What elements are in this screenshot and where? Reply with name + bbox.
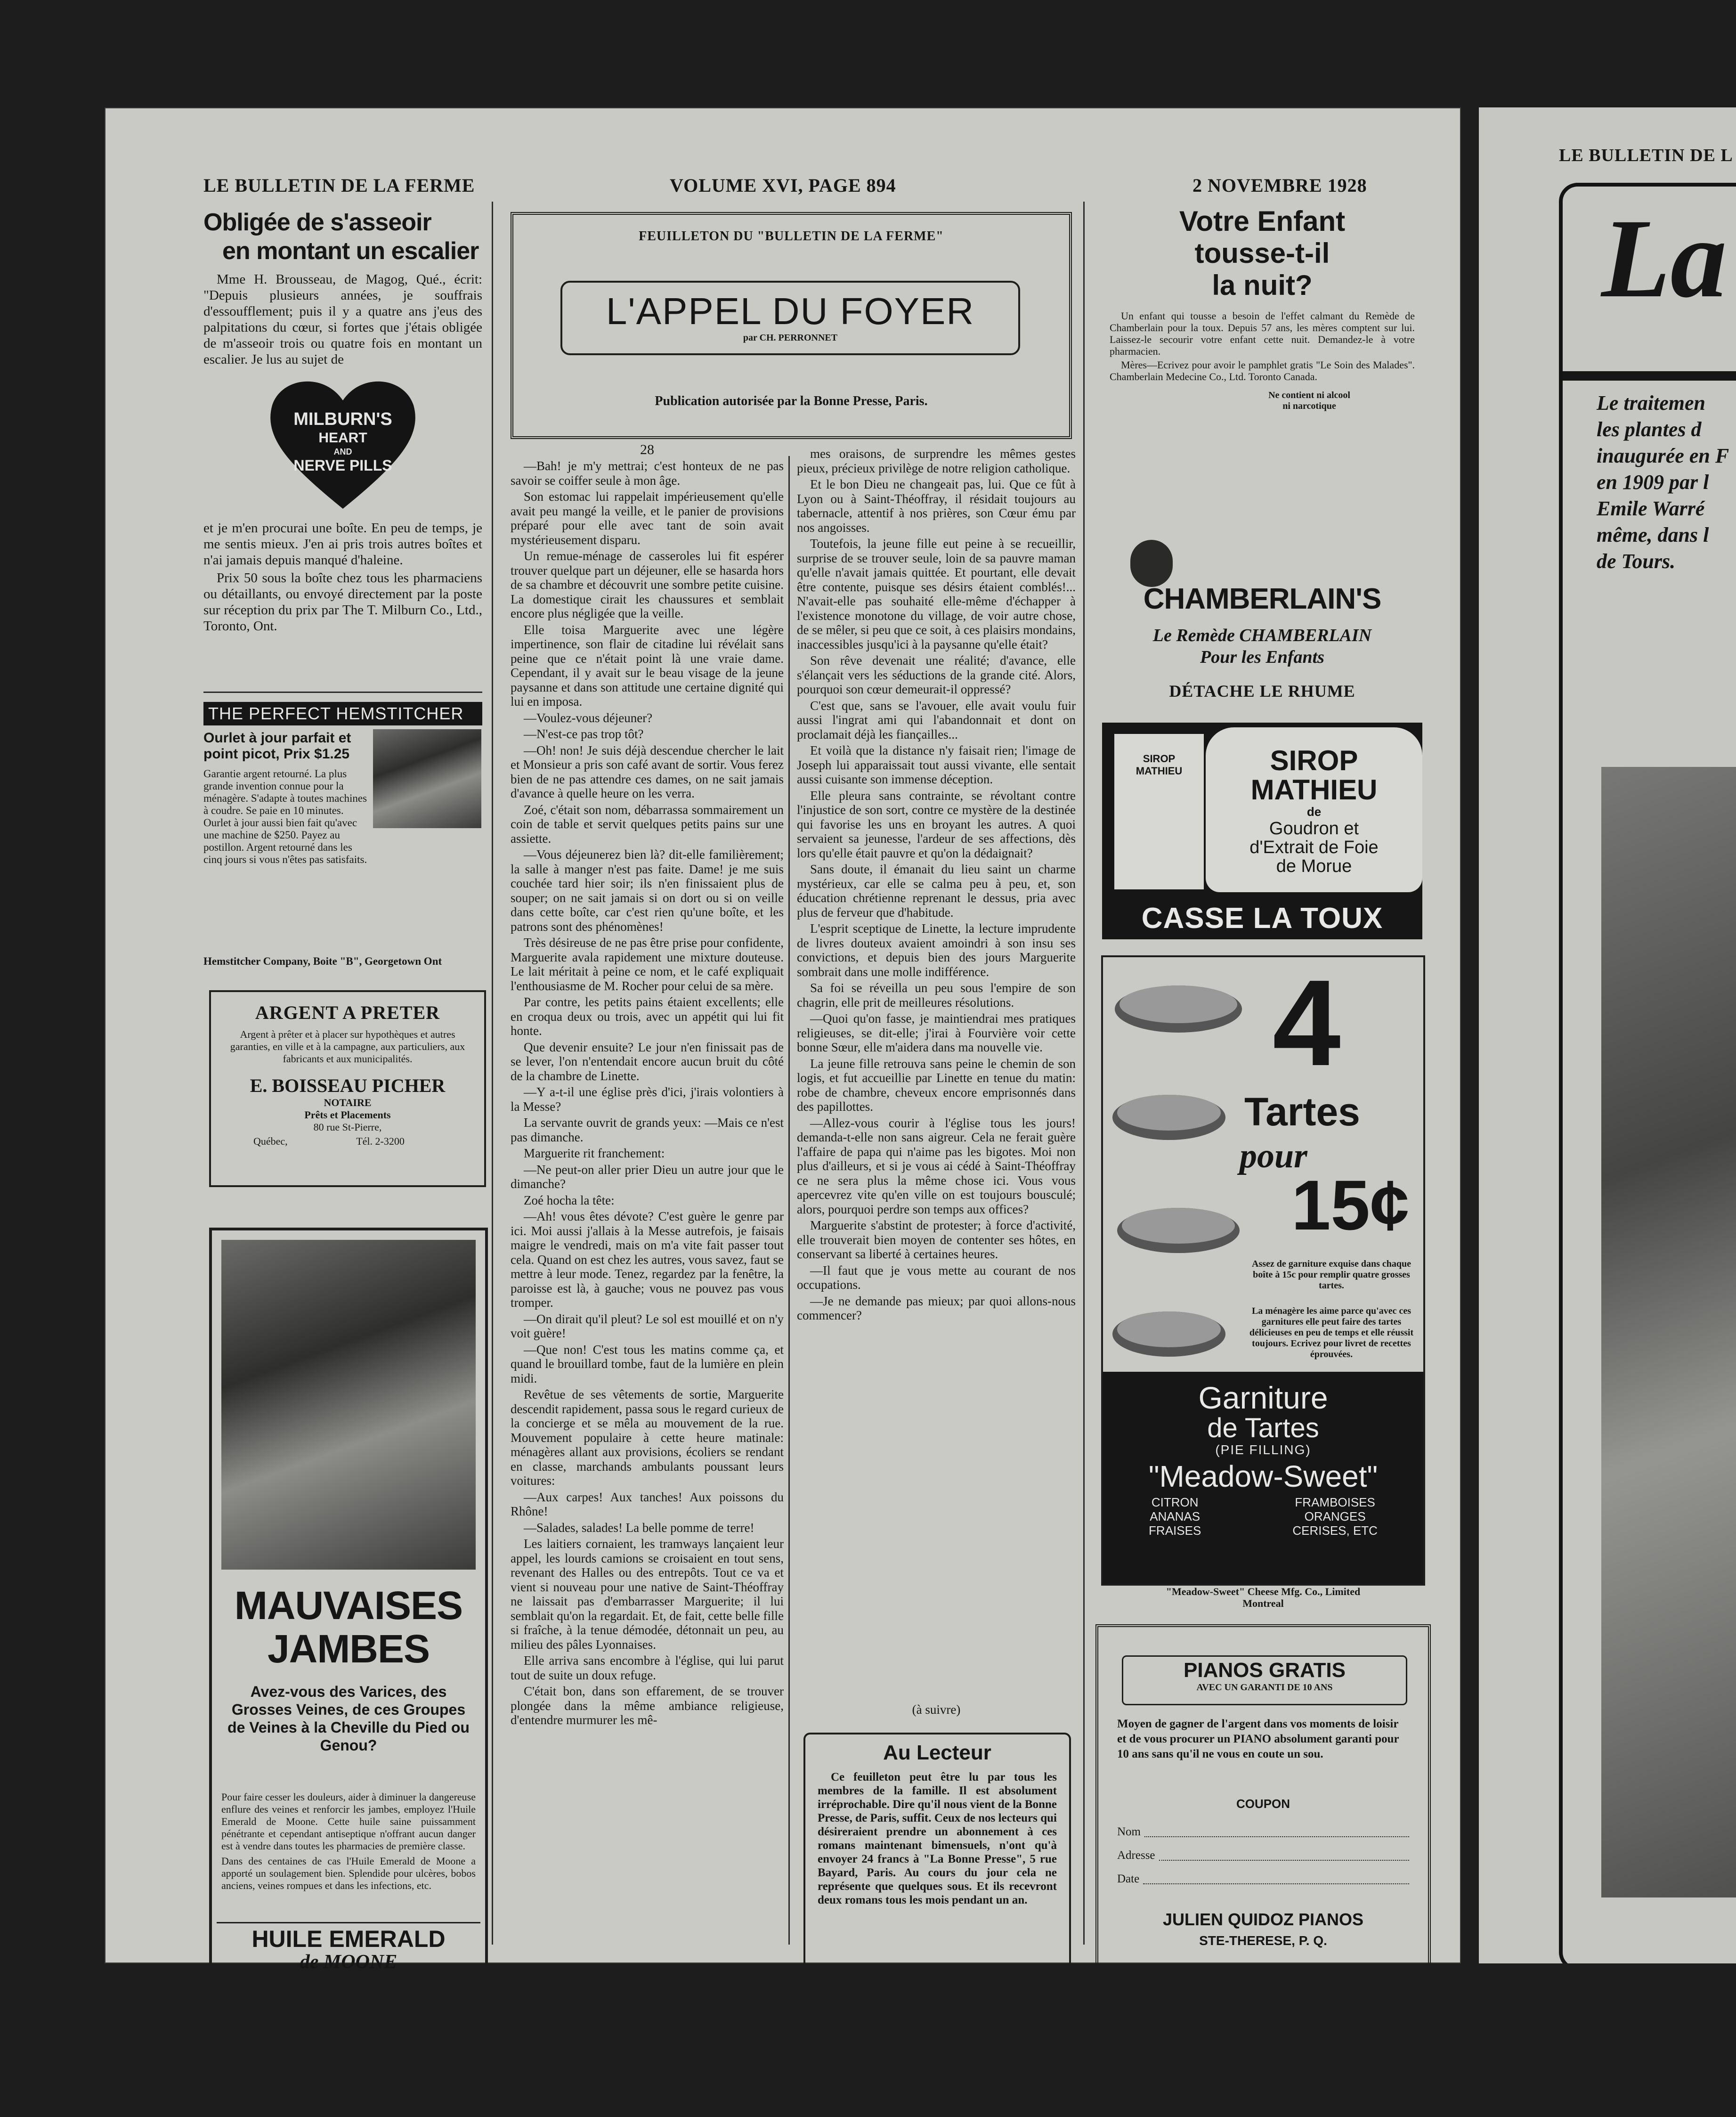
- tartes-description-2: La ménagère les aime parce qu'avec ces garnitures elle peut faire des tartes délicieuses en peu de temps et elle réussit toujours. Ecrivez pour livret de recettes éprouvées.: [1249, 1306, 1414, 1360]
- running-head-center: VOLUME XVI, PAGE 894: [670, 175, 896, 196]
- hemstitcher-footer: Hemstitcher Company, Boite "B", Georgetown Ont: [203, 955, 442, 967]
- story-paragraph: Zoé, c'était son nom, débarrassa sommairement un coin de table et servit quelques petits pains sur une assiette.: [511, 802, 784, 846]
- milburn-body-3: Prix 50 sous la boîte chez tous les pharmaciens ou détaillants, ou envoyé directement par la poste sur réception du prix par The T. Milburn Co., Ltd., Toronto, Ont.: [203, 570, 482, 634]
- story-paragraph: —Oh! non! Je suis déjà descendue chercher le lait et Monsieur a pris son café avant de sortir. Vous ferez bien de ne pas attendre ces dames, on ne sait jamais d'avance à quelle heure on les verra.: [511, 743, 784, 800]
- flavor-item: CERISES, ETC: [1292, 1523, 1378, 1538]
- feuilleton-column-1: [511, 459, 784, 1943]
- meadow-brand-2: de Tartes: [1207, 1413, 1319, 1443]
- pianos-title: PIANOS GRATIS: [1184, 1659, 1346, 1682]
- story-paragraph: Zoé hocha la tête:: [524, 1193, 615, 1207]
- mathieu-label: [1206, 727, 1422, 892]
- chamberlain-note: [1187, 390, 1432, 412]
- story-paragraph: —Aux carpes! Aux tanches! Aux poissons du Rhône!: [511, 1490, 784, 1518]
- column-rule: [788, 456, 790, 1945]
- heart-text-3: AND: [333, 447, 352, 456]
- mathieu-footer: CASSE LA TOUX: [1141, 902, 1383, 935]
- argent-tel: Tél. 2-3200: [356, 1135, 405, 1147]
- story-paragraph: Et voilà que la distance n'y faisait rien; l'image de Joseph lui apparaissait tout aussi vivante, elle sentait aussi cuisante son immense déception.: [797, 743, 1076, 786]
- flavor-item: ANANAS: [1150, 1509, 1201, 1523]
- tartes-word: Tartes: [1244, 1090, 1360, 1134]
- address-label: Adresse: [1117, 1849, 1155, 1862]
- mathieu-line-4: Goudron et: [1269, 819, 1359, 839]
- milburn-headline-2: en montant un escalier: [222, 237, 479, 265]
- chamberlain-brand: CHAMBERLAIN'S: [1143, 583, 1381, 615]
- next-page-line: en 1909 par l: [1597, 471, 1709, 494]
- next-page-bar: [1563, 371, 1736, 381]
- story-paragraph: —On dirait qu'il pleut? Le sol est mouillé et on n'y voit guère!: [511, 1311, 784, 1340]
- running-head-date: 2 NOVEMBRE 1928: [1192, 175, 1367, 196]
- pie-icon: [1112, 1311, 1225, 1357]
- flavor-item: FRAMBOISES: [1295, 1495, 1375, 1509]
- column-rule: [1083, 202, 1085, 1945]
- chamberlain-headline-2: tousse-t-il: [1194, 237, 1330, 269]
- argent-title: ARGENT A PRETER: [255, 1002, 440, 1023]
- story-paragraph: —Je ne demande pas mieux; par quoi allons-nous commencer?: [797, 1294, 1076, 1322]
- story-paragraph: Très désireuse de ne pas être prise pour confidente, Marguerite avala rapidement une mixture douteuse. Le lait méritait à peine ce nom, et le café expliquait l'enthousiasme de M. Rocher pour celui de sa mère.: [511, 936, 784, 993]
- story-paragraph: Sa foi se réveilla un peu sous l'empire de son chagrin, elle prit de meilleures résolutions.: [797, 981, 1076, 1010]
- milburn-headline-1: Obligée de s'asseoir: [203, 209, 431, 236]
- next-page-line: inaugurée en F: [1597, 444, 1729, 467]
- lecteur-box: [803, 1733, 1071, 1981]
- story-paragraph: Son rêve devenait une réalité; d'avance, elle s'élançait vers les séductions de la grande cité. Alors, pourquoi son cœur demeurait-il oppressé?: [797, 653, 1076, 696]
- chamberlain-tagline-2: Pour les Enfants: [1200, 647, 1324, 667]
- emerald-brand: [217, 1922, 480, 1972]
- pianos-title-box: [1122, 1655, 1407, 1705]
- milburn-body-1: Mme H. Brousseau, de Magog, Qué., écrit: "Depuis plusieurs années, je souffrais d'essoufflement; puis il y a quatre ans j'eus des palpitations du cœur, si fortes que j'étais obligée de m'asseoir trois ou quatre fois en montant un escalier. Je lus au sujet de: [203, 272, 482, 367]
- next-page-line: les plantes d: [1597, 418, 1702, 441]
- story-paragraph: L'esprit sceptique de Linette, la lecture imprudente de livres douteux avaient amoindri à son insu ses convictions, et depuis bien des jours Marguerite sombrait dans une molle indifférence.: [797, 921, 1076, 979]
- flavor-item: ORANGES: [1304, 1509, 1366, 1523]
- pianos-body: Moyen de gagner de l'argent dans vos moments de loisir et de vous procurer un PIANO absolument garanti pour 10 ans sans qu'il ne vous en coute un sou.: [1117, 1718, 1399, 1760]
- pie-icon: [1117, 1208, 1240, 1253]
- next-page-running-head: LE BULLETIN DE L: [1559, 146, 1733, 165]
- emerald-body-1: Pour faire cesser les douleurs, aider à diminuer la dangereuse enflure des veines et renforcir les jambes, employez l'Huile Emerald de Moone. Cette huile saine puissamment pénétrante et cependant antiseptique n'offrant aucun danger est à vendre dans toutes les pharmacies de première classe.: [221, 1791, 476, 1852]
- argent-body: Argent à prêter et à placer sur hypothèques et autres garanties, en ville et à la campagne, aux particuliers, aux fabricants et aux municipalités.: [230, 1028, 465, 1065]
- story-paragraph: Marguerite rit franchement:: [524, 1146, 665, 1160]
- next-page-line: même, dans l: [1597, 523, 1709, 546]
- pie-icon: [1115, 985, 1242, 1033]
- pianos-brand: JULIEN QUIDOZ PIANOS: [1162, 1910, 1364, 1929]
- emerald-headline-2: JAMBES: [267, 1627, 430, 1671]
- story-paragraph: Elle pleura sans contrainte, se révoltant contre l'injustice de son sort, contre ce mystère de la destinée qui favorise les uns en broyant les autres. A quoi servaient sa jeunesse, l'ardeur de ses affections, dès lors qu'elle était pauvre et qu'on la dédaignait?: [797, 788, 1076, 860]
- story-paragraph: Revêtue de ses vêtements de sortie, Marguerite descendit rapidement, passa sous le regard curieux de la concierge et se mêla au mouvement de la rue. Mouvement populaire à cette heure matinale: ménagères allant aux provisions, écoliers se rendant en classe, marchands ambulants poussant leurs voitures:: [511, 1387, 784, 1488]
- flavors-list: [1103, 1495, 1423, 1538]
- emerald-body-2: Dans des centaines de cas l'Huile Emerald de Moone a apporté un soulagement bien. Splendide pour ulcères, bobos anciens, veines rompues et dans les infections, etc.: [221, 1855, 476, 1891]
- pianos-subtitle: AVEC UN GARANTI DE 10 ANS: [1196, 1682, 1333, 1693]
- chamberlain-ad: [1093, 205, 1432, 714]
- emerald-headline: [212, 1584, 485, 1670]
- next-page-illustration: [1601, 767, 1736, 1897]
- milburn-heart-logo: [263, 372, 423, 513]
- story-paragraph: —Ne peut-on aller prier Dieu un autre jour que le dimanche?: [511, 1162, 784, 1191]
- pianos-coupon: COUPON: [1236, 1797, 1290, 1811]
- tartes-ad: [1101, 955, 1425, 1586]
- flavor-item: CITRON: [1151, 1495, 1199, 1509]
- tartes-pour: pour: [1240, 1137, 1307, 1175]
- story-paragraph: Sans doute, il émanait du lieu saint un charme mystérieux, car elle se calma peu à peu, et, son éducation chrétienne reprenant le dessus, pria avec plus de ferveur que d'habitude.: [797, 862, 1076, 920]
- chamberlain-headline: [1093, 205, 1432, 301]
- heart-text-1: MILBURN'S: [293, 409, 392, 429]
- hemstitcher-ad: [203, 702, 482, 970]
- argent-address: 80 rue St-Pierre,: [313, 1121, 382, 1133]
- emerald-body: [221, 1791, 476, 1892]
- flavor-item: FRAISES: [1149, 1523, 1201, 1538]
- divider: [203, 692, 482, 693]
- hemstitcher-body: [203, 768, 482, 866]
- feuilleton-credit: Publication autorisée par la Bonne Presse, Paris.: [655, 394, 928, 408]
- hemstitcher-body-text: Garantie argent retourné. La plus grande invention connue pour la ménagère. S'adapte à toutes machines à coudre. Se paie en 10 minutes. Ourlet à jour aussi bien fait qu'avec une machine de $250. Payez au postillon. Argent retourné dans les cinq jours si vous n'êtes pas satisfaits.: [203, 768, 367, 865]
- mathieu-bottle-label-2: MATHIEU: [1136, 765, 1183, 777]
- chamberlain-headline-1: Votre Enfant: [1179, 205, 1346, 237]
- mathieu-line-5: d'Extrait de Foie: [1249, 838, 1379, 857]
- chamberlain-tagline: [1093, 625, 1432, 668]
- meadow-maker: [1101, 1586, 1425, 1609]
- next-page-logo: La: [1601, 195, 1727, 321]
- feuilleton-title-box: [560, 281, 1020, 355]
- chamberlain-note-1: Ne contient ni alcool: [1268, 390, 1350, 400]
- milburn-body-2: et je m'en procurai une boîte. En peu de temps, je me sentis mieux. J'en ai pris trois autres boîtes et n'ai jamais depuis manqué d'haleine.: [203, 521, 482, 568]
- story-paragraph: Marguerite s'abstint de protester; à force d'activité, elle trouverait bien moyen de contenter ses hôtes, en conservant sa liberté à certaines heures.: [797, 1218, 1076, 1261]
- column-rule: [492, 202, 493, 1945]
- story-paragraph: —Bah! je m'y mettrai; c'est honteux de ne pas savoir se coiffer seule à mon âge.: [511, 459, 784, 488]
- story-paragraph: C'est que, sans se l'avouer, elle avait voulu fuir aussi l'ingrat ami qui l'abandonnait et dont on proclamait déjà les fiançailles...: [797, 698, 1076, 741]
- pie-icon: [1112, 1095, 1225, 1140]
- story-paragraph: —Y a-t-il une église près d'ici, j'irais volontiers à la Messe?: [511, 1085, 784, 1114]
- pie-illustrations: [1108, 967, 1249, 1372]
- next-page-line: Emile Warré: [1597, 497, 1705, 520]
- feuilleton-suite: (à suivre): [912, 1702, 961, 1717]
- mathieu-line-1: SIROP: [1270, 745, 1358, 776]
- chamberlain-tagline-3: DÉTACHE LE RHUME: [1169, 682, 1355, 700]
- story-paragraph: Les laitiers cornaient, les tramways lançaient leur appel, les lourds camions se croisaient en tout sens, revenant des Halles ou des entrepôts. Tout ce va et vient si nouveau pour une native de Saint-Théoffray ne laissait pas d'embarrasser Marguerite; il lui semblait qu'on la regardait. Et, de fait, cette belle fille si fraîche, à la tenue démodée, détonnait un peu, au milieu des pâles Lyonnaises.: [511, 1537, 784, 1652]
- feuilleton-author: par CH. PERRONNET: [743, 333, 838, 343]
- chamberlain-headline-3: la nuit?: [1212, 269, 1313, 301]
- story-paragraph: La servante ouvrit de grands yeux: —Mais ce n'est pas dimanche.: [511, 1115, 784, 1144]
- hemstitcher-title: THE PERFECT HEMSTITCHER: [203, 702, 482, 725]
- story-paragraph: —Allez-vous courir à l'église tous les jours! demanda-t-elle non sans aigreur. Cela ne ferait guère l'affaire de papa qui n'aime pas les bigotes. Moi non plus d'ailleurs, et si je vous ai cédé à Saint-Théoffray ce ne sera plus la même chose ici. Vous vous apercevrez vite qu'en ville on est toujours bousculé; alors, pourquoi perdre son temps aux offices?: [797, 1115, 1076, 1216]
- heart-text-4: NERVE PILLS: [293, 457, 392, 474]
- pianos-form: [1117, 1820, 1409, 1891]
- chamberlain-tagline-1: Le Remède CHAMBERLAIN: [1152, 626, 1372, 645]
- mathieu-line-6: de Morue: [1276, 856, 1352, 876]
- meadow-maker-2: Montreal: [1242, 1597, 1284, 1609]
- mathieu-line-3: de: [1306, 805, 1322, 819]
- feuilleton-banner: FEUILLETON DU "BULLETIN DE LA FERME": [639, 229, 944, 244]
- emerald-brand-1: HUILE EMERALD: [251, 1926, 446, 1952]
- next-page-line: de Tours.: [1597, 550, 1676, 573]
- story-paragraph: —Vous déjeunerez bien là? dit-elle familièrement; la salle à manger n'est pas faite. Dame! je me suis couchée tard hier soir; ils n'en finissaient plus de souper; on ne sait jamais si on dort ou si on veille dans cette boîte, car c'est rien qu'une boîte, et les patrons sont des phénomènes!: [511, 847, 784, 934]
- tartes-description-1: Assez de garniture exquise dans chaque boîte à 15c pour remplir quatre grosses tartes.: [1252, 1259, 1411, 1291]
- meadow-sweet-panel: [1103, 1372, 1423, 1584]
- feuilleton-column-2: [797, 447, 1076, 1695]
- next-page-text: [1597, 390, 1729, 575]
- name-input[interactable]: [1144, 1820, 1409, 1837]
- story-paragraph: —N'est-ce pas trop tôt?: [524, 727, 644, 741]
- argent-role: NOTAIRE: [324, 1097, 372, 1108]
- emerald-brand-2: de MOONE: [300, 1951, 397, 1973]
- story-paragraph: La jeune fille retrouva sans peine le chemin de son logis, et fut accueillie par Linette en tenue du matin: robe de chambre, cheveux encore emprisonnés dans des papillottes.: [797, 1056, 1076, 1114]
- emerald-headline-1: MAUVAISES: [234, 1583, 463, 1628]
- story-paragraph: —Que non! C'est tous les matins comme ça, et quand le brouillard tombe, faut de la lumière en plein midi.: [511, 1342, 784, 1385]
- lecteur-body: Ce feuilleton peut être lu par tous les membres de la famille. Il est absolument irréprochable. Dire qu'il nous vient de la Bonne Presse, de Paris, suffit. Ceux de nos lecteurs qui désireraient prendre un abonnement à ces romans maintenant bimensuels, n'ont qu'à envoyer 24 francs à "La Bonne Presse", 5 rue Bayard, Paris. Au cours du jour cela ne représente que quelques sous. Et ils recevront deux romans tous les mois pendant un an.: [818, 1771, 1057, 1906]
- date-label: Date: [1117, 1873, 1140, 1885]
- next-page-line: Le traitemen: [1597, 391, 1705, 415]
- argent-ad: [209, 990, 486, 1187]
- story-paragraph: Et le bon Dieu ne changeait pas, lui. Que ce fût à Lyon ou à Saint-Théoffray, il résidait toujours au tabernacle, attentif à nos prières, son Cœur ému par nos angoisses.: [797, 477, 1076, 535]
- story-paragraph: Elle toisa Marguerite avec une légère impertinence, son flair de citadine lui révélait sans peine que ce n'était point là une vraie dame. Cependant, il y avait sur le beau visage de la jeune paysanne et dans son attitude une certaine dignité qui lui en imposa.: [511, 622, 784, 708]
- story-paragraph: —Ah! vous êtes dévote? C'est guère le genre par ici. Moi aussi j'allais à la Messe autrefois, je faisais maigre le vendredi, mais on m'a vite fait passer tout cela. Quand on est chez les autres, vous savez, faut se mettre à leur mode. Tenez, regardez par la fenêtre, la paroisse est là, à gauche; vous ne pouvez pas vous tromper.: [511, 1209, 784, 1310]
- story-paragraph: mes oraisons, de surprendre les mêmes gestes pieux, précieux privilège de notre religion catholique.: [797, 447, 1076, 475]
- name-label: Nom: [1117, 1825, 1141, 1838]
- argent-city: Québec,: [253, 1135, 288, 1147]
- next-newspaper-page: [1479, 107, 1736, 1963]
- meadow-brand-1: Garniture: [1198, 1380, 1328, 1415]
- lecteur-title: Au Lecteur: [883, 1741, 991, 1764]
- running-head-left: LE BULLETIN DE LA FERME: [203, 175, 475, 196]
- chamberlain-body-1: Un enfant qui tousse a besoin de l'effet calmant du Remède de Chamberlain pour la toux. Depuis 57 ans, les mères comptent sur lui. Laissez-le secourir votre enfant cette nuit. Demandez-le à votre pharmacien.: [1110, 310, 1415, 357]
- feuilleton-title: L'APPEL DU FOYER: [606, 290, 975, 332]
- pianos-ad: [1095, 1624, 1431, 1983]
- mathieu-line-2: MATHIEU: [1250, 774, 1378, 806]
- story-paragraph: —Quoi qu'on fasse, je maintiendrai mes pratiques religieuses, se dit-elle; j'irai à Fourvière voir cette bonne Sœur, elle m'aidera dans ma nouvelle vie.: [797, 1011, 1076, 1054]
- story-paragraph: —Voulez-vous déjeuner?: [524, 710, 653, 725]
- emerald-ad: [209, 1228, 488, 1982]
- story-paragraph: Toutefois, la jeune fille eut peine à se recueillir, surprise de se trouver seule, loin de sa pauvre maman qu'elle n'avait jamais quittée. Et pourtant, elle devait être contente, puisque ses désirs étaient comblés!... N'avait-elle pas souhaité elle-même d'échapper à l'existence monotone du village, de voir autre chose, de se mêler, si peu que ce soit, à ces plaisirs mondains, inaccessibles jusqu'ici à la paysanne qu'elle était?: [797, 537, 1076, 651]
- legs-photo: [221, 1240, 476, 1570]
- story-paragraph: —Il faut que je vous mette au courant de nos occupations.: [797, 1263, 1076, 1292]
- milburn-ad: [203, 208, 482, 634]
- heart-text-2: HEART: [318, 430, 367, 446]
- chamberlain-note-2: ni narcotique: [1282, 401, 1336, 411]
- argent-name: E. BOISSEAU PICHER: [250, 1075, 446, 1096]
- story-paragraph: Un remue-ménage de casseroles lui fit espérer trouver quelque part un déjeuner, elle se hasarda hors de sa chambre et découvrit une sombre petite cuisine. La domestique cirait les chaussures et semblait encore plus négligée que la veille.: [511, 549, 784, 620]
- story-paragraph: C'était bon, dans son effarement, de se trouver plongée dans la même ambiance religieuse, d'entendre murmurer les mê-: [511, 1684, 784, 1727]
- story-paragraph: Par contre, les petits pains étaient excellents; elle en croqua deux ou trois, avec un appétit qui lui fit honte.: [511, 995, 784, 1038]
- tartes-number: 4: [1273, 955, 1341, 1091]
- feuilleton-number: 28: [640, 442, 654, 457]
- meadow-brand-4: "Meadow-Sweet": [1148, 1459, 1378, 1493]
- story-paragraph: Que devenir ensuite? Le jour n'en finissait pas de se lever, l'on n'entendait encore aucun bruit du côté de la chambre de Linette.: [511, 1040, 784, 1083]
- child-face-icon: [1130, 540, 1173, 587]
- mathieu-bottle-label-1: SIROP: [1143, 753, 1176, 765]
- story-paragraph: Elle arriva sans encombre à l'église, qui lui parut tout de suite un doux refuge.: [511, 1653, 784, 1682]
- address-input[interactable]: [1159, 1844, 1409, 1861]
- meadow-brand-3: (PIE FILLING): [1215, 1442, 1311, 1457]
- feuilleton-header: [511, 212, 1072, 439]
- pianos-city: STE-THERESE, P. Q.: [1199, 1933, 1327, 1948]
- story-paragraph: Son estomac lui rappelait impérieusement qu'elle avait peu mangé la veille, et le panier de provisions préparé pour elle avec tant de soin avait mystérieusement disparu.: [511, 489, 784, 547]
- emerald-question: Avez-vous des Varices, des Grosses Veines, de ces Groupes de Veines à la Cheville du Pied ou Genou?: [227, 1683, 470, 1754]
- argent-service: Prêts et Placements: [304, 1109, 391, 1121]
- chamberlain-body-2: Mères—Ecrivez pour avoir le pamphlet gratis "Le Soin des Malades". Chamberlain Medecine Co., Ltd. Toronto Canada.: [1110, 359, 1415, 383]
- mathieu-ad: [1102, 723, 1422, 939]
- meadow-maker-1: "Meadow-Sweet" Cheese Mfg. Co., Limited: [1166, 1586, 1361, 1597]
- newspaper-page: [105, 107, 1461, 1973]
- mathieu-bottle: [1114, 734, 1204, 889]
- story-paragraph: —Salades, salades! La belle pomme de terre!: [524, 1520, 754, 1535]
- date-input[interactable]: [1143, 1867, 1409, 1884]
- tartes-price: 15¢: [1291, 1165, 1410, 1245]
- hemstitcher-offer: Ourlet à jour parfait et point picot, Prix $1.25: [203, 730, 351, 762]
